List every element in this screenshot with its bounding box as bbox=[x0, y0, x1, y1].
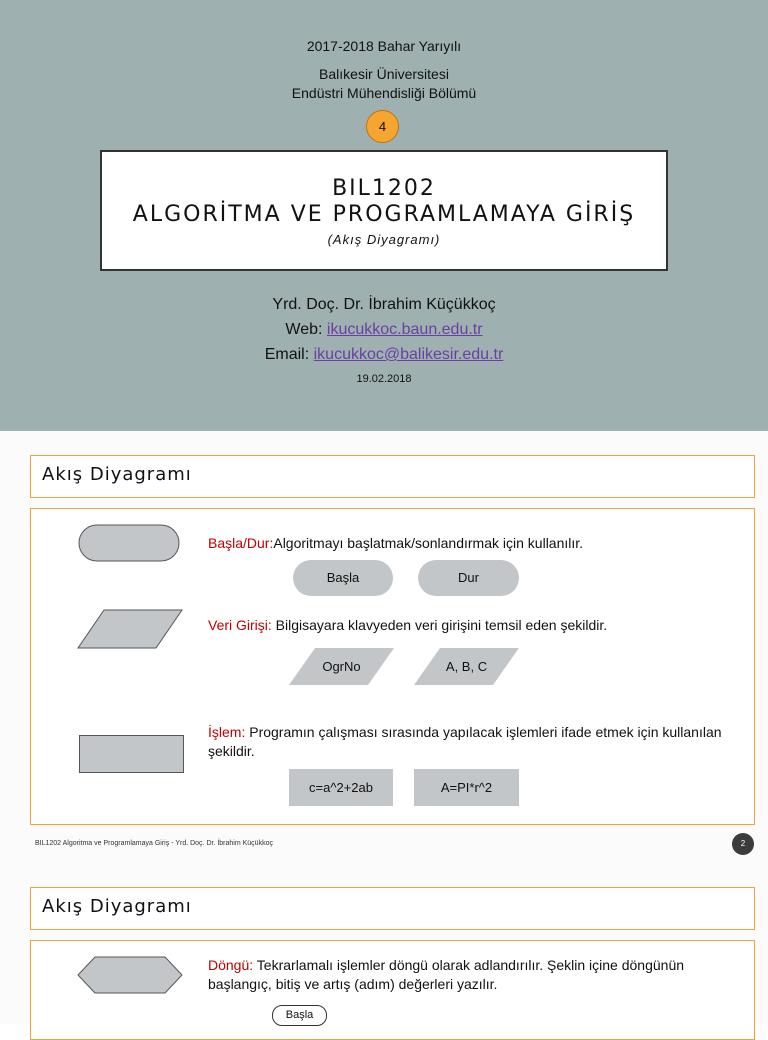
university-label: Balıkesir Üniversitesi bbox=[319, 66, 449, 82]
process-description bbox=[208, 723, 733, 761]
input-shape-icon bbox=[77, 609, 183, 649]
title-box bbox=[100, 150, 668, 271]
input-description bbox=[208, 616, 728, 635]
example-process-2: A=PI*r^2 bbox=[414, 769, 519, 806]
example-stop-shape: Dur bbox=[418, 560, 519, 596]
example-start-shape: Başla bbox=[293, 560, 393, 596]
start-stop-text: Algoritmayı başlatmak/sonlandırmak için kullanılır. bbox=[273, 535, 584, 551]
input-term: Veri Girişi: bbox=[208, 617, 272, 633]
course-title: ALGORİTMA VE PROGRAMLAMAYA GİRİŞ bbox=[132, 202, 636, 227]
slide-title: Akış Diyagramı bbox=[42, 896, 192, 917]
example-process-1: c=a^2+2ab bbox=[289, 769, 393, 806]
slide-title: Akış Diyagramı bbox=[42, 464, 192, 485]
slide-footer: BIL1202 Algoritma ve Programlamaya Giriş - Yrd. Doç. Dr. İbrahim Küçükkoç bbox=[35, 840, 273, 847]
process-shape-icon bbox=[79, 735, 184, 773]
web-label: Web: bbox=[285, 321, 323, 338]
loop-term: Döngü: bbox=[208, 957, 254, 973]
example-input-label-1: OgrNo bbox=[322, 659, 361, 674]
week-badge: 4 bbox=[366, 110, 399, 143]
terminal-shape-icon bbox=[78, 524, 180, 562]
example-input-label-2: A, B, C bbox=[445, 659, 488, 674]
semester-label: 2017-2018 Bahar Yarıyılı bbox=[306, 38, 462, 54]
process-term: İşlem: bbox=[208, 724, 246, 740]
course-subtitle: (Akış Diyagramı) bbox=[327, 232, 441, 247]
loop-description bbox=[208, 956, 728, 994]
start-stop-description bbox=[208, 534, 728, 553]
author-name: Yrd. Doç. Dr. İbrahim Küçükkoç bbox=[272, 296, 496, 313]
email-link[interactable]: ikucukkoc@balikesir.edu.tr bbox=[313, 346, 504, 363]
content-box bbox=[30, 508, 755, 825]
slide-2 bbox=[0, 431, 768, 863]
example-loop-start: Başla bbox=[272, 1005, 327, 1026]
slide-header bbox=[30, 887, 755, 930]
content-box bbox=[30, 940, 755, 1040]
date-label: 19.02.2018 bbox=[356, 373, 412, 385]
example-input-abc bbox=[414, 648, 519, 685]
input-text: Bilgisayara klavyeden veri girişini temsil eden şekildir. bbox=[271, 617, 608, 633]
loop-shape-icon bbox=[77, 956, 183, 994]
loop-text: Tekrarlamalı işlemler döngü olarak adlandırılır. Şeklin içine döngünün başlangıç, bitiş ve artış (adım) değerleri yazılır. bbox=[208, 957, 685, 992]
start-stop-term: Başla/Dur: bbox=[208, 535, 274, 551]
course-code: BIL1202 bbox=[332, 176, 436, 201]
email-line bbox=[0, 346, 768, 364]
department-label: Endüstri Mühendisliği Bölümü bbox=[291, 85, 477, 101]
web-link[interactable]: ikucukkoc.baun.edu.tr bbox=[326, 321, 483, 338]
process-text: Programın çalışması sırasında yapılacak işlemleri ifade etmek için kullanılan şekildir. bbox=[208, 724, 722, 759]
web-line bbox=[0, 321, 768, 339]
page-number: 2 bbox=[732, 833, 754, 855]
cover-slide bbox=[0, 0, 768, 431]
slide-3 bbox=[0, 863, 768, 1024]
example-input-ogrno bbox=[289, 648, 394, 685]
email-label: Email: bbox=[264, 346, 310, 363]
slide-header bbox=[30, 455, 755, 498]
